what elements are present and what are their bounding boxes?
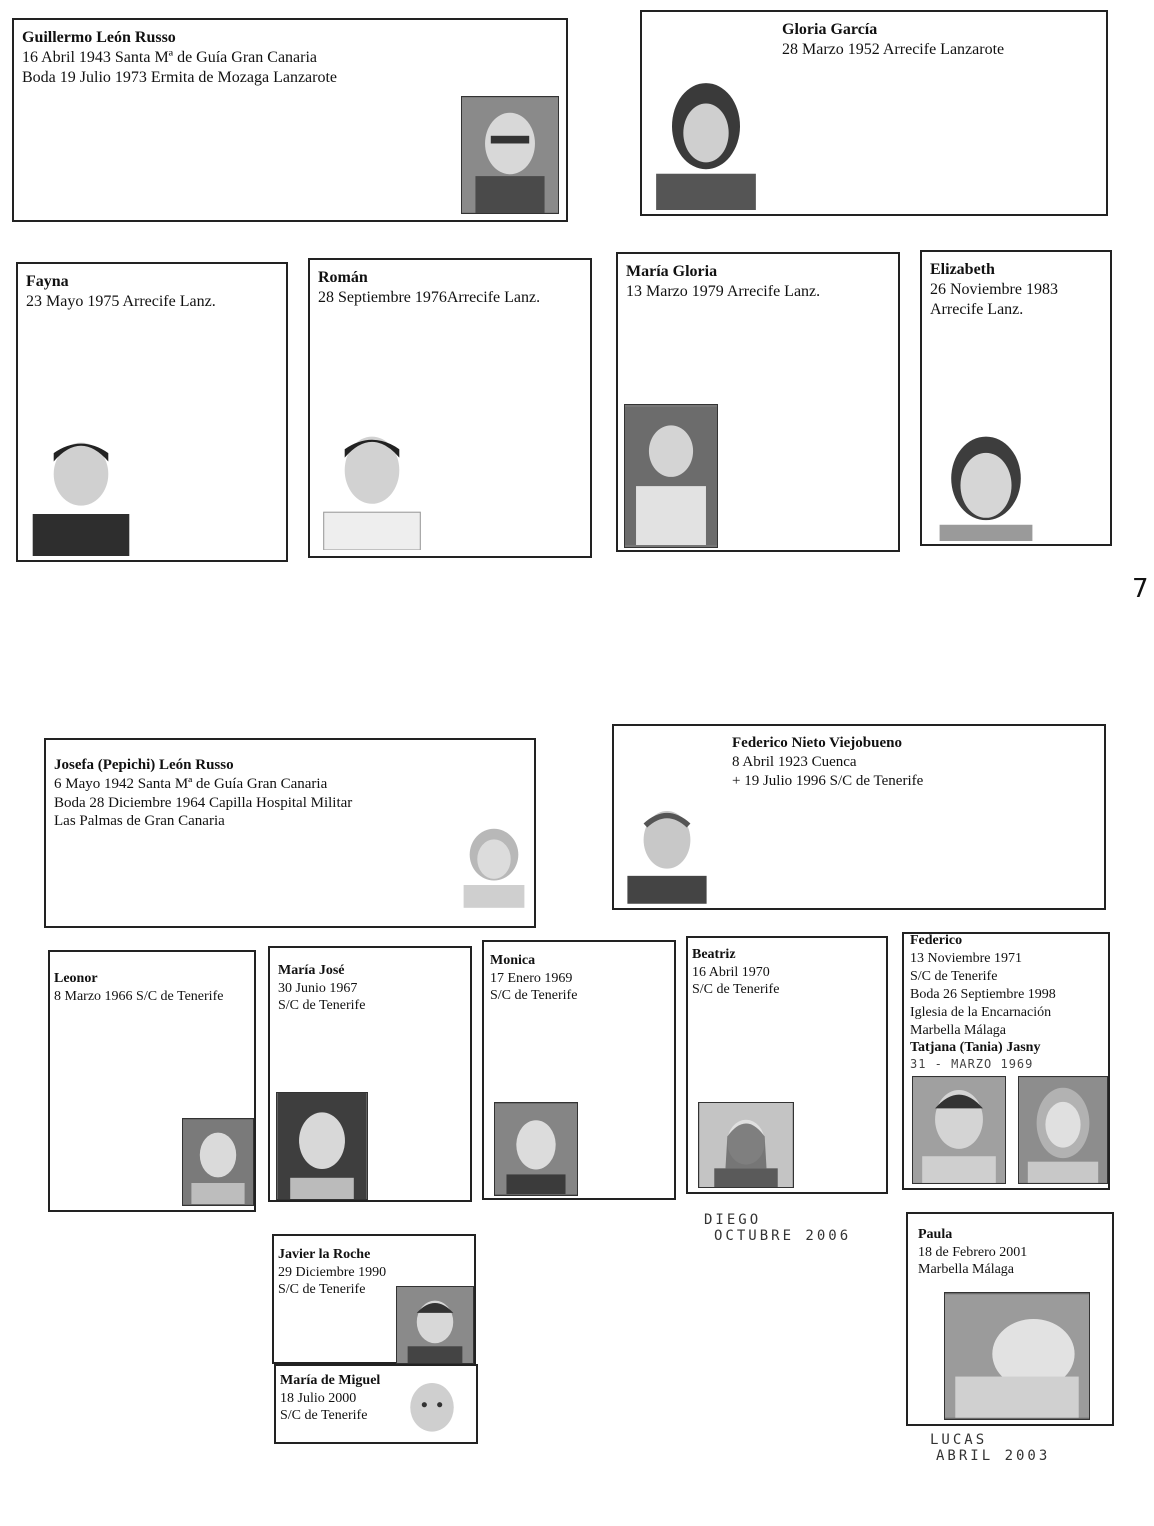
person-detail: 28 Marzo 1952 Arrecife Lanzarote (782, 41, 1005, 58)
person-detail: S/C de Tenerife (278, 1282, 366, 1297)
person-name: Monica (490, 953, 536, 968)
person-name: Guillermo León Russo (22, 29, 176, 46)
person-card-maria-jose (268, 946, 472, 1202)
portrait-photo (698, 1102, 794, 1188)
person-detail: 13 Marzo 1979 Arrecife Lanz. (626, 283, 821, 300)
person-detail: 30 Junio 1967 (278, 980, 358, 996)
portrait-photo-spouse (1018, 1076, 1108, 1184)
person-detail: S/C de Tenerife (910, 968, 998, 984)
person-card-javier (272, 1234, 476, 1364)
person-detail: 28 Septiembre 1976Arrecife Lanz. (318, 289, 541, 306)
portrait-photo (456, 824, 532, 908)
portrait-photo (624, 404, 718, 548)
person-card-monica (482, 940, 676, 1200)
person-name: Paula (918, 1227, 953, 1242)
person-card-paula (906, 1212, 1114, 1426)
portrait-photo (912, 1076, 1006, 1184)
person-detail: S/C de Tenerife (490, 988, 578, 1003)
person-card-federico (902, 932, 1110, 1190)
person-detail: 29 Diciembre 1990 (278, 1264, 387, 1280)
person-name: Josefa (Pepichi) León Russo (54, 757, 234, 773)
person-name: Gloria García (782, 21, 878, 38)
person-detail: 26 Noviembre 1983 (930, 281, 1058, 298)
portrait-photo (400, 1372, 464, 1440)
person-detail: Marbella Málaga (910, 1022, 1007, 1038)
person-detail: 16 Abril 1943 Santa Mª de Guía Gran Canaria (22, 49, 318, 66)
person-detail: 16 Abril 1970 (692, 964, 770, 980)
person-detail: 8 Abril 1923 Cuenca (732, 753, 857, 770)
person-name: Federico Nieto Viejobueno (732, 735, 902, 751)
person-name: Javier la Roche (278, 1247, 371, 1262)
person-detail: S/C de Tenerife (278, 998, 366, 1013)
person-detail: Arrecife Lanz. (930, 301, 1024, 318)
portrait-photo (318, 424, 426, 550)
person-detail: 18 Julio 2000 (280, 1390, 357, 1406)
person-detail: 23 Mayo 1975 Arrecife Lanz. (26, 293, 216, 310)
person-detail: S/C de Tenerife (280, 1408, 368, 1423)
portrait-photo (182, 1118, 254, 1206)
spouse-handwritten-date: 31 - MARZO 1969 (910, 1057, 1034, 1072)
person-card-roman (308, 258, 592, 558)
person-card-maria-de-miguel (274, 1364, 478, 1444)
person-name: Leonor (54, 971, 98, 986)
person-card-gloria-garcia (640, 10, 1108, 216)
handwritten-note-lucas: LUCAS ABRIL 2003 (930, 1432, 1051, 1464)
portrait-photo (396, 1286, 474, 1364)
person-detail: 18 de Febrero 2001 (918, 1244, 1028, 1260)
portrait-photo (276, 1092, 368, 1200)
person-detail: 6 Mayo 1942 Santa Mª de Guía Gran Canaria (54, 775, 328, 792)
person-detail: Marbella Málaga (918, 1262, 1015, 1277)
person-name: Federico (910, 933, 963, 948)
portrait-photo (648, 74, 764, 210)
person-card-josefa (44, 738, 536, 928)
person-name: María José (278, 963, 345, 978)
person-detail: Boda 26 Septiembre 1998 (910, 986, 1056, 1002)
person-detail: S/C de Tenerife (692, 982, 780, 997)
person-detail: Iglesia de la Encarnación (910, 1004, 1052, 1020)
person-detail: Las Palmas de Gran Canaria (54, 813, 225, 830)
person-name: Elizabeth (930, 261, 995, 278)
person-card-elizabeth (920, 250, 1112, 546)
person-card-federico-nieto (612, 724, 1106, 910)
person-detail: 17 Enero 1969 (490, 970, 573, 986)
handwritten-note-diego: DIEGO OCTUBRE 2006 (704, 1212, 852, 1244)
person-name: María Gloria (626, 263, 718, 280)
person-name: Beatriz (692, 947, 736, 962)
portrait-photo (26, 430, 136, 556)
person-detail: + 19 Julio 1996 S/C de Tenerife (732, 772, 924, 789)
person-detail: 13 Noviembre 1971 (910, 950, 1022, 966)
person-detail: Boda 28 Diciembre 1964 Capilla Hospital Militar (54, 794, 353, 811)
page-number: 7 (1132, 574, 1149, 604)
person-card-leonor (48, 950, 256, 1212)
person-card-beatriz (686, 936, 888, 1194)
spouse-name: Tatjana (Tania) Jasny (910, 1040, 1041, 1056)
person-name: Fayna (26, 273, 69, 290)
portrait-photo (622, 800, 712, 904)
person-detail: Boda 19 Julio 1973 Ermita de Mozaga Lanzarote (22, 69, 338, 86)
person-card-fayna (16, 262, 288, 562)
portrait-photo (494, 1102, 578, 1196)
person-card-guillermo (12, 18, 568, 222)
person-detail: 8 Marzo 1966 S/C de Tenerife (54, 988, 224, 1004)
person-card-maria-gloria (616, 252, 900, 552)
person-name: María de Miguel (280, 1373, 381, 1388)
person-name: Román (318, 269, 368, 286)
portrait-photo (461, 96, 559, 214)
portrait-photo (944, 1292, 1090, 1420)
portrait-photo (928, 424, 1044, 542)
